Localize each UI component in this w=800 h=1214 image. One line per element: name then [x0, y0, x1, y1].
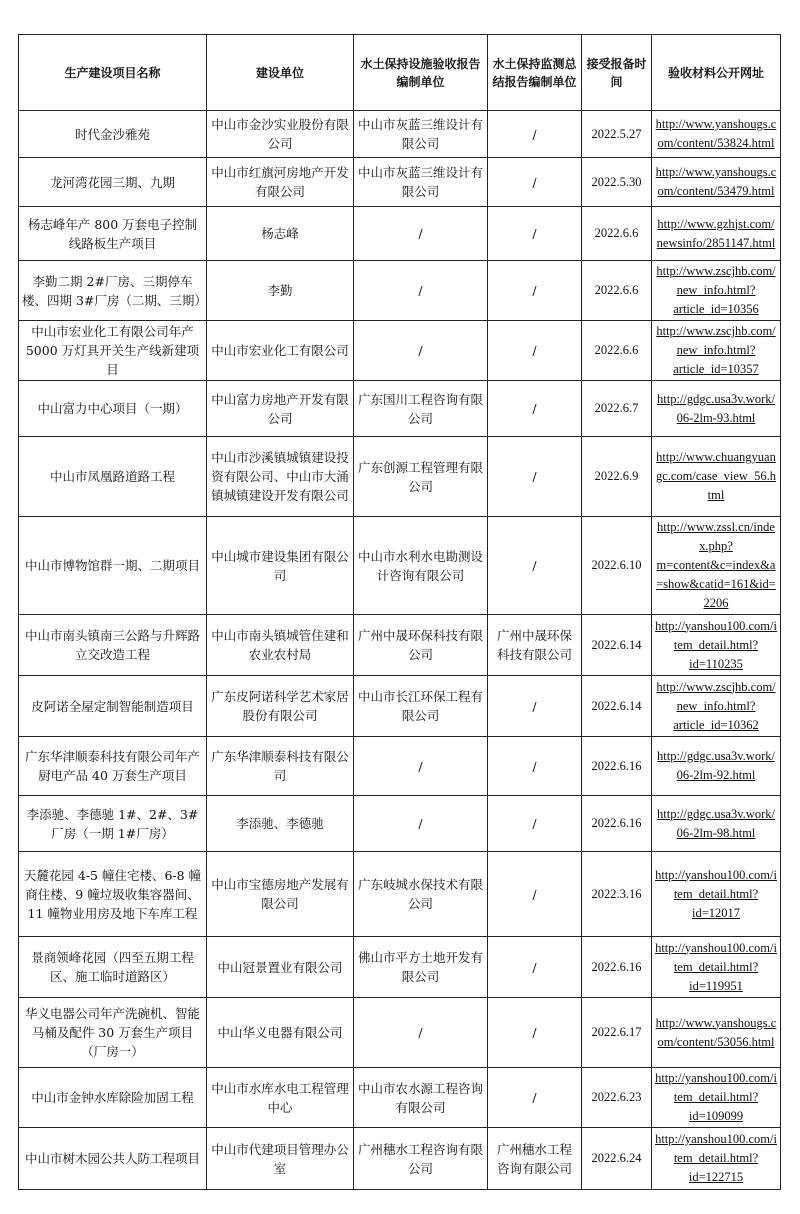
builder-cell: 中山富力房地产开发有限公司 — [207, 381, 354, 437]
project-name-cell: 时代金沙雅苑 — [19, 111, 207, 158]
url-cell — [652, 737, 781, 796]
url-cell — [652, 207, 781, 261]
date-cell: 2022.6.6 — [582, 321, 652, 381]
table-row — [19, 796, 781, 852]
table-body — [19, 111, 781, 1190]
project-name-cell: 李勤二期 2#厂房、三期停车楼、四期 3#厂房（二期、三期） — [19, 261, 207, 321]
url-cell — [652, 796, 781, 852]
url-cell — [652, 517, 781, 615]
acceptance-unit-cell: 广东岐城水保技术有限公司 — [354, 852, 488, 937]
acceptance-unit-cell: / — [354, 321, 488, 381]
monitoring-unit-cell: / — [488, 998, 582, 1068]
project-name-cell: 中山富力中心项目（一期） — [19, 381, 207, 437]
date-cell: 2022.6.6 — [582, 207, 652, 261]
url-link[interactable]: http://www.zscjhb.com/new_info.html?article_id=10356 — [656, 264, 776, 316]
table-row — [19, 261, 781, 321]
acceptance-unit-cell: 中山市水利水电勘测设计咨询有限公司 — [354, 517, 488, 615]
project-name-cell: 杨志峰年产 800 万套电子控制线路板生产项目 — [19, 207, 207, 261]
acceptance-unit-cell: / — [354, 261, 488, 321]
date-cell: 2022.6.10 — [582, 517, 652, 615]
project-name-cell: 龙河湾花园三期、九期 — [19, 158, 207, 207]
url-cell — [652, 111, 781, 158]
monitoring-unit-cell: / — [488, 517, 582, 615]
url-link[interactable]: http://gdgc.usa3v.work/06-2lm-92.html — [657, 749, 775, 782]
url-link[interactable]: http://www.gzhjst.com/newsinfo/2851147.html — [656, 216, 776, 250]
monitoring-unit-cell: / — [488, 381, 582, 437]
url-link[interactable]: http://www.yanshougs.com/content/53824.html — [655, 117, 777, 150]
project-name-cell: 天麓花园 4-5 幢住宅楼、6-8 幢商住楼、9 幢垃圾收集容器间、11 幢物业用房及地下车库工程 — [19, 852, 207, 937]
builder-cell: 中山市宝德房地产发展有限公司 — [207, 852, 354, 937]
date-cell: 2022.6.14 — [582, 676, 652, 737]
acceptance-table — [18, 34, 781, 1190]
monitoring-unit-cell: 广州穗水工程咨询有限公司 — [488, 1128, 582, 1190]
project-name-cell: 李添驰、李德驰 1#、2#、3#厂房（一期 1#厂房） — [19, 796, 207, 852]
url-link[interactable]: http://yanshou100.com/item_detail.html?id=110235 — [655, 618, 777, 671]
monitoring-unit-cell: / — [488, 737, 582, 796]
monitoring-unit-cell: / — [488, 1068, 582, 1128]
acceptance-unit-cell: 中山市灰蓝三维设计有限公司 — [354, 111, 488, 158]
monitoring-unit-cell: / — [488, 676, 582, 737]
builder-cell: 中山市南头镇城管住建和农业农村局 — [207, 615, 354, 676]
monitoring-unit-cell: / — [488, 207, 582, 261]
url-cell — [652, 1128, 781, 1190]
date-cell: 2022.6.14 — [582, 615, 652, 676]
acceptance-unit-cell: 广州中晟环保科技有限公司 — [354, 615, 488, 676]
acceptance-unit-cell: 广州穗水工程咨询有限公司 — [354, 1128, 488, 1190]
url-cell — [652, 852, 781, 937]
builder-cell: 中山市沙溪镇城镇建设投资有限公司、中山市大涌镇城镇建设开发有限公司 — [207, 437, 354, 517]
table-row — [19, 517, 781, 615]
monitoring-unit-cell: / — [488, 261, 582, 321]
url-link[interactable]: http://yanshou100.com/item_detail.html?id=122715 — [655, 1132, 777, 1184]
builder-cell: 广东华津顺泰科技有限公司 — [207, 737, 354, 796]
monitoring-unit-cell: / — [488, 852, 582, 937]
url-cell — [652, 998, 781, 1068]
date-cell: 2022.6.9 — [582, 437, 652, 517]
table-row — [19, 998, 781, 1068]
builder-cell: 杨志峰 — [207, 207, 354, 261]
acceptance-unit-cell: 广东国川工程咨询有限公司 — [354, 381, 488, 437]
monitoring-unit-cell: 广州中晟环保科技有限公司 — [488, 615, 582, 676]
builder-cell: 中山市金沙实业股份有限公司 — [207, 111, 354, 158]
project-name-cell: 广东华津顺泰科技有限公司年产厨电产品 40 万套生产项目 — [19, 737, 207, 796]
table-row — [19, 937, 781, 998]
table-row — [19, 615, 781, 676]
url-cell — [652, 615, 781, 676]
acceptance-unit-cell: / — [354, 737, 488, 796]
builder-cell: 中山市代建项目管理办公室 — [207, 1128, 354, 1190]
monitoring-unit-cell: / — [488, 796, 582, 852]
table-row — [19, 437, 781, 517]
acceptance-unit-cell: 广东创源工程管理有限公司 — [354, 437, 488, 517]
builder-cell: 李勤 — [207, 261, 354, 321]
monitoring-unit-cell: / — [488, 158, 582, 207]
project-name-cell: 华义电器公司年产洗碗机、智能马桶及配件 30 万套生产项目（厂房一） — [19, 998, 207, 1068]
header-monitoring-unit: 水土保持监测总结报告编制单位 — [488, 35, 582, 111]
url-link[interactable]: http://www.yanshougs.com/content/53479.html — [655, 165, 777, 198]
monitoring-unit-cell: / — [488, 437, 582, 517]
date-cell: 2022.6.17 — [582, 998, 652, 1068]
date-cell: 2022.6.16 — [582, 796, 652, 852]
builder-cell: 中山城市建设集团有限公司 — [207, 517, 354, 615]
table-row — [19, 111, 781, 158]
monitoring-unit-cell: / — [488, 321, 582, 381]
url-link[interactable]: http://yanshou100.com/item_detail.html?id=119951 — [655, 940, 777, 993]
url-link[interactable]: http://www.zscjhb.com/new_info.html?article_id=10357 — [656, 324, 776, 376]
date-cell: 2022.6.7 — [582, 381, 652, 437]
url-link[interactable]: http://www.zssl.cn/index.php?m=content&c=index&a=show&catid=161&id=2206 — [656, 520, 776, 610]
project-name-cell: 中山市博物馆群一期、二期项目 — [19, 517, 207, 615]
builder-cell: 中山华义电器有限公司 — [207, 998, 354, 1068]
builder-cell: 广东皮阿诺科学艺术家居股份有限公司 — [207, 676, 354, 737]
url-link[interactable]: http://yanshou100.com/item_detail.html?id=12017 — [655, 867, 777, 920]
monitoring-unit-cell: / — [488, 111, 582, 158]
date-cell: 2022.6.16 — [582, 937, 652, 998]
project-name-cell: 中山市金钟水库除险加固工程 — [19, 1068, 207, 1128]
url-cell — [652, 1068, 781, 1128]
date-cell: 2022.3.16 — [582, 852, 652, 937]
acceptance-unit-cell: / — [354, 998, 488, 1068]
url-cell — [652, 937, 781, 998]
acceptance-unit-cell: / — [354, 207, 488, 261]
table-row — [19, 1068, 781, 1128]
url-cell — [652, 261, 781, 321]
builder-cell: 中山市宏业化工有限公司 — [207, 321, 354, 381]
url-cell — [652, 321, 781, 381]
table-header-row — [19, 35, 781, 111]
project-name-cell: 景商领峰花园（四至五期工程区、施工临时道路区） — [19, 937, 207, 998]
project-name-cell: 中山市宏业化工有限公司年产 5000 万灯具开关生产线新建项目 — [19, 321, 207, 381]
date-cell: 2022.6.23 — [582, 1068, 652, 1128]
table-row — [19, 676, 781, 737]
url-cell — [652, 676, 781, 737]
table-row — [19, 852, 781, 937]
acceptance-unit-cell: 中山市农水源工程咨询有限公司 — [354, 1068, 488, 1128]
acceptance-unit-cell: 佛山市平方土地开发有限公司 — [354, 937, 488, 998]
acceptance-unit-cell: 中山市灰蓝三维设计有限公司 — [354, 158, 488, 207]
builder-cell: 中山市水库水电工程管理中心 — [207, 1068, 354, 1128]
date-cell: 2022.6.24 — [582, 1128, 652, 1190]
header-builder: 建设单位 — [207, 35, 354, 111]
acceptance-unit-cell: / — [354, 796, 488, 852]
date-cell: 2022.6.6 — [582, 261, 652, 321]
header-url: 验收材料公开网址 — [652, 35, 781, 111]
project-name-cell: 中山市凤凰路道路工程 — [19, 437, 207, 517]
project-name-cell: 中山市南头镇南三公路与升辉路立交改造工程 — [19, 615, 207, 676]
header-date: 接受报备时间 — [582, 35, 652, 111]
url-cell — [652, 381, 781, 437]
url-link[interactable]: http://yanshou100.com/item_detail.html?id=109099 — [655, 1071, 777, 1123]
date-cell: 2022.5.30 — [582, 158, 652, 207]
table-row — [19, 381, 781, 437]
table-row — [19, 737, 781, 796]
url-cell — [652, 158, 781, 207]
builder-cell: 中山冠景置业有限公司 — [207, 937, 354, 998]
header-project-name: 生产建设项目名称 — [19, 35, 207, 111]
project-name-cell: 皮阿诺全屋定制智能制造项目 — [19, 676, 207, 737]
url-link[interactable]: http://gdgc.usa3v.work/06-2lm-93.html — [657, 391, 775, 425]
monitoring-unit-cell: / — [488, 937, 582, 998]
url-link[interactable]: http://gdgc.usa3v.work/06-2lm-98.html — [657, 806, 775, 840]
table-row — [19, 321, 781, 381]
builder-cell: 李添驰、李德驰 — [207, 796, 354, 852]
url-link[interactable]: http://www.zscjhb.com/new_info.html?article_id=10362 — [656, 679, 776, 732]
acceptance-unit-cell: 中山市长江环保工程有限公司 — [354, 676, 488, 737]
table-row — [19, 207, 781, 261]
url-link[interactable]: http://www.yanshougs.com/content/53056.html — [655, 1015, 777, 1049]
project-name-cell: 中山市树木园公共人防工程项目 — [19, 1128, 207, 1190]
table-row — [19, 1128, 781, 1190]
date-cell: 2022.6.16 — [582, 737, 652, 796]
url-link[interactable]: http://www.chuangyuangc.com/case_view_56.html — [655, 450, 777, 502]
builder-cell: 中山市红旗河房地产开发有限公司 — [207, 158, 354, 207]
table-row — [19, 158, 781, 207]
date-cell: 2022.5.27 — [582, 111, 652, 158]
header-acceptance-unit: 水土保持设施验收报告编制单位 — [354, 35, 488, 111]
url-cell — [652, 437, 781, 517]
